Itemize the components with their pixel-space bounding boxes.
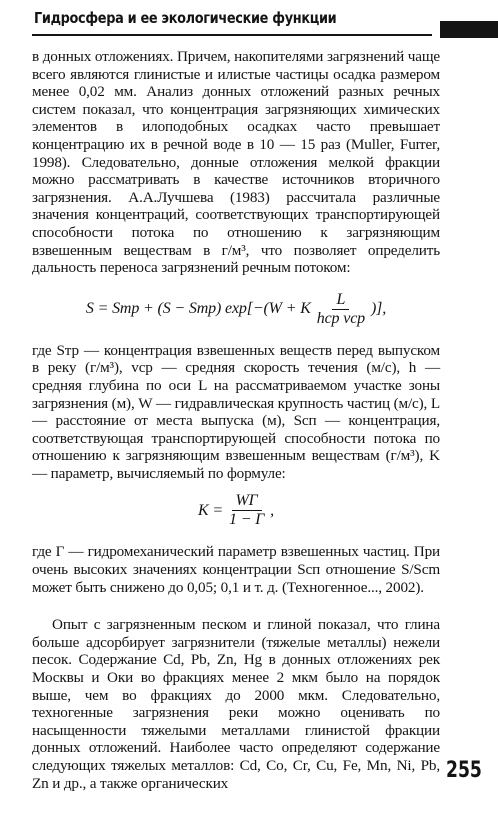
page-number: 255 [446, 758, 482, 783]
paragraph-1: в донных отложениях. Причем, накопителями загрязнений чаще всего являются глинистые и илистые частицы осадка размером менее 0,02 мм. Анализ донных отложений разных речных систем показал, что концентрация загрязняющих химических элементов в илоподобных осадках часто превышает концентрацию их в речной воде в 10 — 15 раз (Muller, Furrer, 1998). Следовательно, донные отложения мелкой фракции можно рассматривать в качестве источников вторичного загрязнения. А.А.Лучшева (1983) рассчитала различные значения концентраций, соответствующих транспортирующей способности потока по отношению к загрязняющим взвешенным веществам в г/м³, что позволяет определить дальность переноса загрязнений речным потоком: [32, 48, 440, 277]
header-rule [32, 34, 432, 36]
page-body [32, 48, 440, 792]
paragraph-2: где Sтр — концентрация взвешенных веществ перед выпуском в реку (г/м³), vср — средняя скорость течения (м/с), h — средняя глубина по оси L на рассматриваемом участке зоны загрязнения (м), W — гидравлическая крупность частиц (м/с), L — расстояние от места выпуска (м), Sсп — концентрация, соответствующая транспортирующей способности потока по отношению к загрязняющим взвешенным веществам (г/м³), K — параметр, вычисляемый по формуле: [32, 341, 440, 482]
formula-k [32, 492, 440, 529]
paragraph-4: Опыт с загрязненным песком и глиной показал, что глина больше адсорбирует загрязнители (тяжелые металлы) нежели песок. Содержание Cd, Pb, Zn, Hg в донных отложениях рек Москвы и Оки во фракциях менее 2 мкм было на порядок выше, чем во фракциях до 2000 мкм. Следовательно, техногенные загрязнения реки можно оценивать по насыщенности тяжелыми металлами глинистой фракции донных отложений. Наиболее часто определяют содержание следующих тяжелых металлов: Cd, Co, Cr, Cu, Fe, Mn, Ni, Pb, Zn и др., а также органических [32, 616, 440, 792]
formula-2-left: K = [197, 502, 223, 520]
running-header [0, 0, 498, 38]
paragraph-3: где Г — гидромеханический параметр взвешенных частиц. При очень высоких значениях концентрации Sсп отношение S/Sсm может быть снижено до 0,05; 0,1 и т. д. (Техногенное..., 2002). [32, 543, 440, 596]
header-black-block [440, 21, 498, 38]
formula-2-numerator: WГ [232, 492, 262, 511]
formula-2-denominator: 1 − Г [229, 511, 265, 529]
formula-1-numerator: L [332, 291, 349, 310]
formula-1-fraction [313, 291, 369, 328]
formula-2-right: , [270, 502, 275, 520]
formula-1-right: )], [371, 300, 387, 318]
formula-1-denominator: hср vср [316, 309, 365, 327]
formula-1-left: S = Sтр + (S − Sтр) exp[−(W + K [85, 300, 311, 318]
running-header-title: Гидросфера и ее экологические функции [34, 9, 337, 27]
formula-concentration [32, 291, 440, 328]
formula-2-fraction [225, 492, 268, 529]
paragraph-gap [32, 596, 440, 616]
